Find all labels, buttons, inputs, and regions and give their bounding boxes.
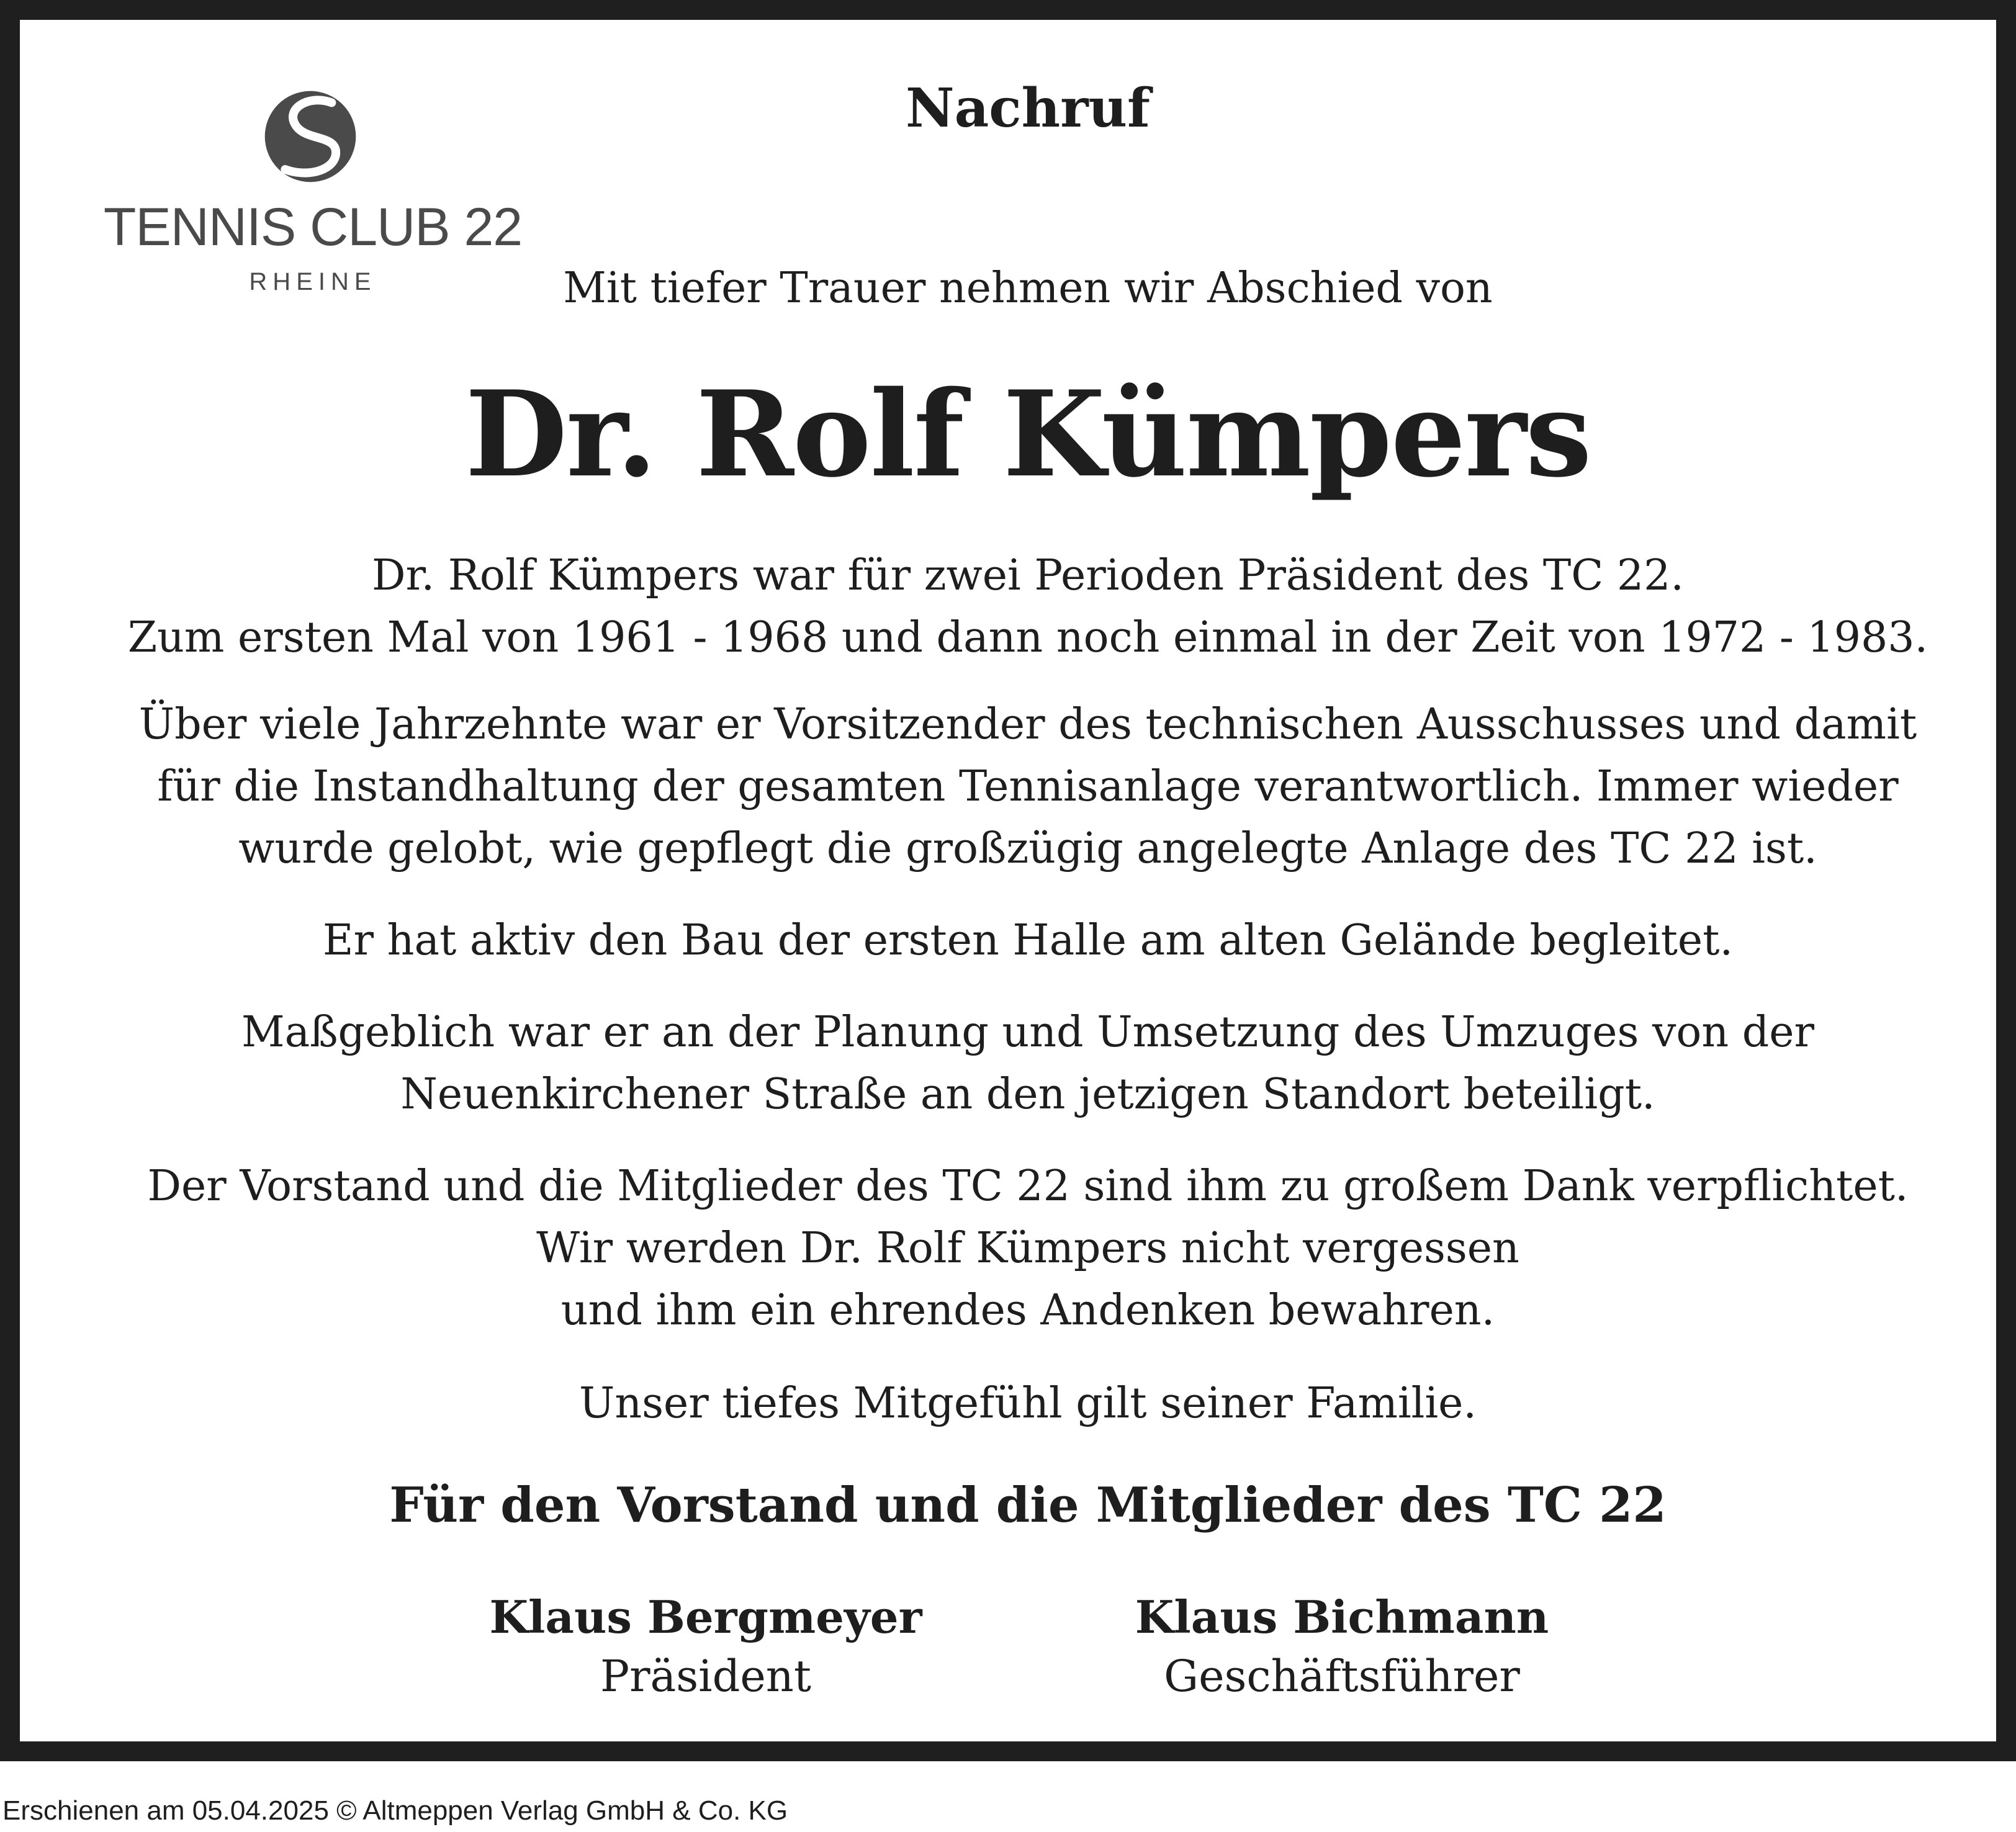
deceased-name: Dr. Rolf Kümpers bbox=[465, 365, 1591, 503]
board-line: Für den Vorstand und die Mitglieder des TC 22 bbox=[389, 1477, 1667, 1533]
signatory-role: Geschäftsführer bbox=[1164, 1651, 1520, 1702]
signatory-role: Präsident bbox=[600, 1651, 812, 1702]
paragraph-technical-committee bbox=[20, 694, 2016, 880]
paragraph-hall-construction bbox=[20, 910, 2016, 972]
paragraph-presidency bbox=[20, 545, 2016, 669]
text-line: Zum ersten Mal von 1961 - 1968 und dann noch einmal in der Zeit von 1972 - 1983. bbox=[127, 613, 1928, 662]
text-line: Wir werden Dr. Rolf Kümpers nicht vergessen bbox=[536, 1224, 1519, 1273]
signatory-manager bbox=[1032, 1587, 1652, 1705]
signatory-president bbox=[395, 1587, 1016, 1705]
publication-footer: Erschienen am 05.04.2025 © Altmeppen Verlag GmbH & Co. KG bbox=[2, 1795, 788, 1826]
text-line: Maßgeblich war er an der Planung und Umsetzung des Umzuges von der bbox=[241, 1008, 1815, 1057]
club-logo-name: TENNIS CLUB 22 bbox=[103, 197, 523, 257]
text-line: wurde gelobt, wie gepflegt die großzügig angelegte Anlage des TC 22 ist. bbox=[238, 824, 1817, 873]
text-line: Er hat aktiv den Bau der ersten Halle am alten Gelände begleitet. bbox=[322, 916, 1734, 965]
text-line: Unser tiefes Mitgefühl gilt seiner Familie. bbox=[579, 1379, 1477, 1428]
text-line: und ihm ein ehrendes Andenken bewahren. bbox=[560, 1286, 1495, 1335]
signatory-name: Klaus Bichmann bbox=[1135, 1591, 1549, 1643]
signatory-name: Klaus Bergmeyer bbox=[489, 1591, 922, 1643]
paragraph-relocation bbox=[20, 1002, 2016, 1126]
obituary-heading: Nachruf bbox=[905, 77, 1151, 140]
text-line: Über viele Jahrzehnte war er Vorsitzender des technischen Ausschusses und damit bbox=[138, 700, 1917, 749]
intro-line: Mit tiefer Trauer nehmen wir Abschied von bbox=[563, 264, 1493, 313]
paragraph-gratitude bbox=[20, 1156, 2016, 1342]
text-line: Neuenkirchener Straße an den jetzigen Standort beteiligt. bbox=[400, 1070, 1655, 1119]
text-line: Der Vorstand und die Mitglieder des TC 22 sind ihm zu großem Dank verpflichtet. bbox=[147, 1162, 1909, 1211]
text-line: Dr. Rolf Kümpers war für zwei Perioden Präsident des TC 22. bbox=[371, 551, 1685, 600]
club-logo-city: RHEINE bbox=[249, 268, 377, 295]
paragraph-condolence bbox=[20, 1373, 2016, 1435]
text-line: für die Instandhaltung der gesamten Tennisanlage verantwortlich. Immer wieder bbox=[157, 762, 1899, 811]
